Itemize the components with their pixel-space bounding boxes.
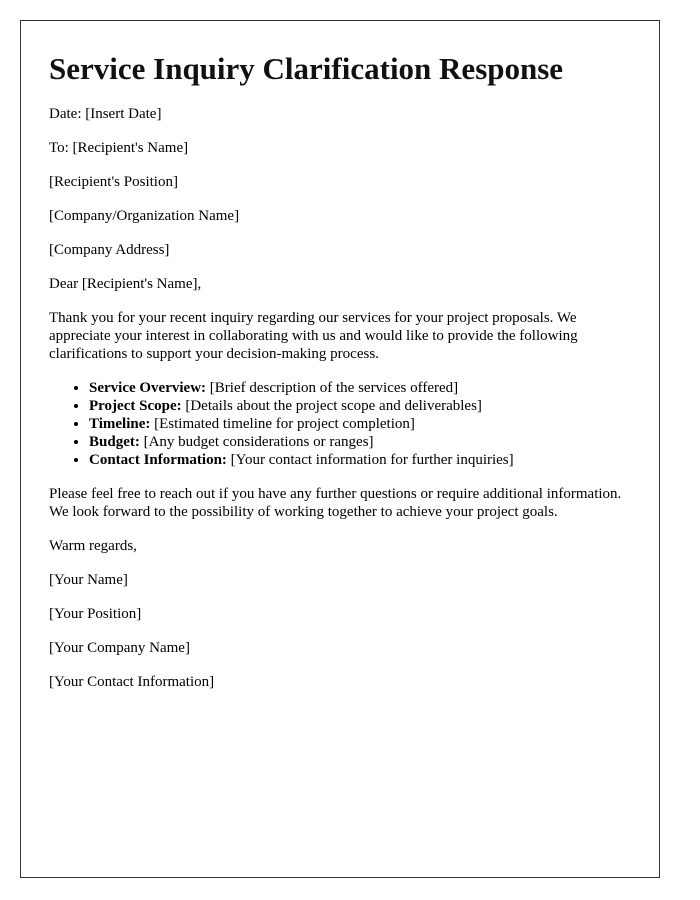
list-item-text: [Your contact information for further inquiries] <box>226 452 514 468</box>
company-name-line: [Company/Organization Name] <box>49 208 240 224</box>
sender-company: [Your Company Name] <box>49 640 190 656</box>
sender-name: [Your Name] <box>49 572 128 588</box>
letter-page <box>20 20 660 878</box>
company-address-line: [Company Address] <box>49 242 170 258</box>
recipient-name-line: To: [Recipient's Name] <box>49 140 189 156</box>
list-item-service-overview <box>89 379 631 397</box>
sender-contact: [Your Contact Information] <box>49 674 215 690</box>
date-line: Date: [Insert Date] <box>49 106 162 122</box>
closing-paragraph: Please feel free to reach out if you have any further questions or require additional information. We look forward to the possibility of working together to achieve your project goals. <box>49 486 622 520</box>
list-item-budget <box>89 433 631 451</box>
signoff: Warm regards, <box>49 538 137 554</box>
page-title: Service Inquiry Clarification Response <box>49 51 564 86</box>
list-item-text: [Brief description of the services offered] <box>206 380 459 396</box>
clarification-list <box>49 379 631 469</box>
sender-position: [Your Position] <box>49 606 142 622</box>
list-item-label: Budget: <box>89 434 140 450</box>
list-item-label: Contact Information: <box>89 452 227 468</box>
list-item-contact-information <box>89 451 631 469</box>
list-item-project-scope <box>89 397 631 415</box>
list-item-text: [Estimated timeline for project completion] <box>150 416 415 432</box>
list-item-text: [Details about the project scope and deliverables] <box>181 398 482 414</box>
list-item-timeline <box>89 415 631 433</box>
list-item-label: Timeline: <box>89 416 151 432</box>
letter-content <box>21 21 659 691</box>
intro-paragraph: Thank you for your recent inquiry regarding our services for your project proposals. We appreciate your interest in collaborating with us and would like to provide the following clarifications to support your decision-making process. <box>49 310 578 362</box>
recipient-position-line: [Recipient's Position] <box>49 174 178 190</box>
list-item-text: [Any budget considerations or ranges] <box>139 434 374 450</box>
salutation: Dear [Recipient's Name], <box>49 276 202 292</box>
list-item-label: Project Scope: <box>89 398 182 414</box>
list-item-label: Service Overview: <box>89 380 207 396</box>
